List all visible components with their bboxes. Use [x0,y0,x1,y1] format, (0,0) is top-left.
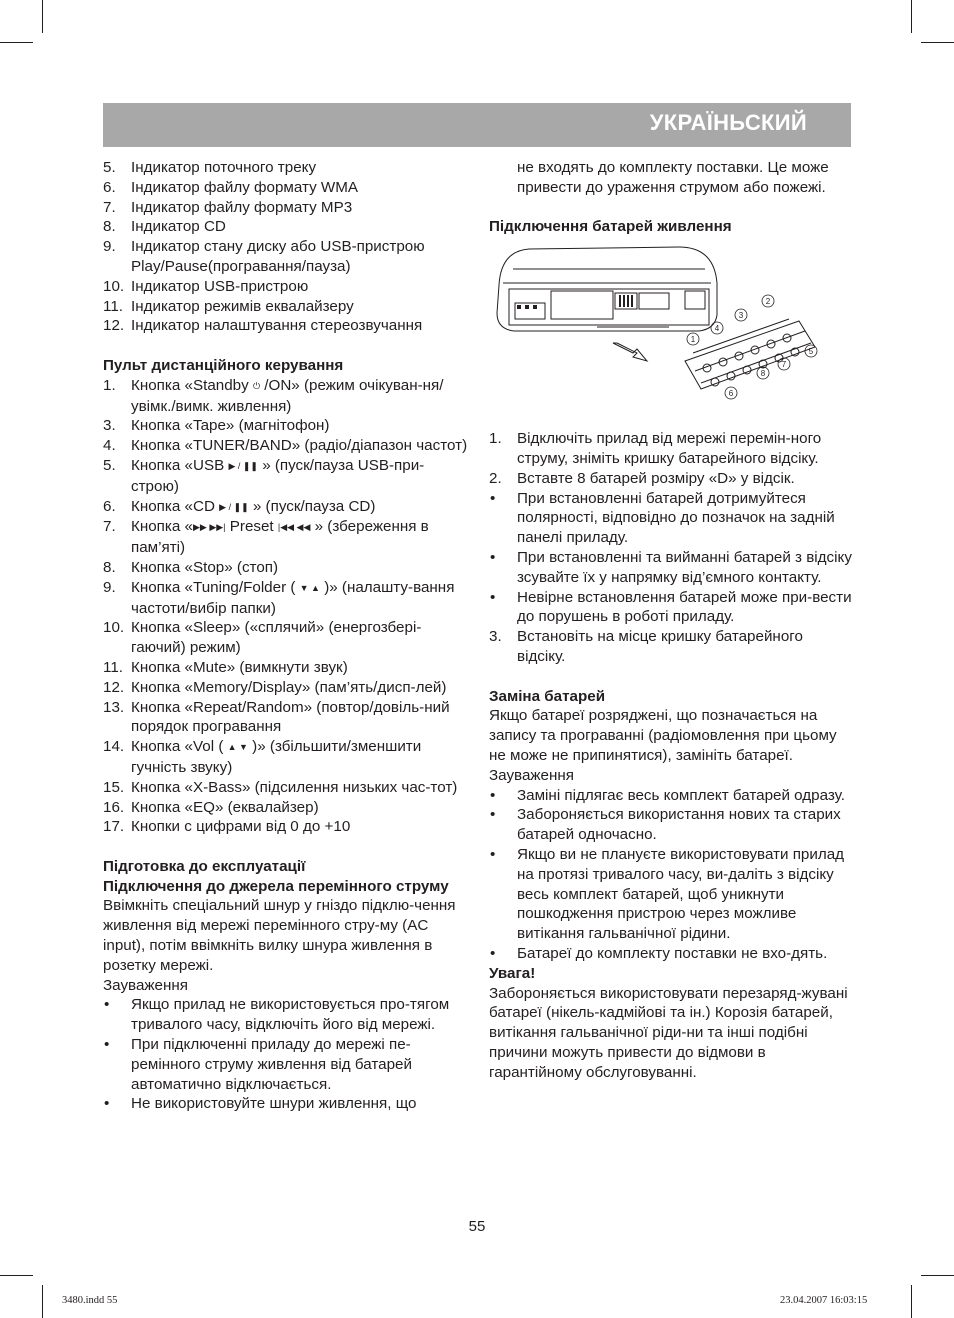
footer-file: 3480.indd 55 [62,1295,118,1306]
ac-power-text: Ввімкніть спеціальний шнур у гніздо підклю-чення живлення від мережі перемінного стру-му (AC input), потім ввімкніть вилку шнура живлення в розетку мережі. [103,897,456,974]
list-item: 9. Індикатор стану диску або USB-пристрою Play/Pause(програвання/пауза) [103,238,425,275]
diagram-label: 2 [765,297,771,307]
list-item: 15. Кнопка «X-Bass» (підсилення низьких час-тот) [103,778,458,796]
left-column [103,158,471,1114]
list-item: 3. Кнопка «Tape» (магнітофон) [103,417,330,435]
play-pause-icon: ▶ / ❚❚ [228,460,258,471]
ac-power-heading: Підключення до джерела перемінного струму [103,877,449,895]
list-item: 17. Кнопки с цифрами від 0 до +10 [103,818,351,836]
bullet-item: • Якщо прилад не використовується про-тягом тривалого часу, відключіть його від мережі. [104,996,450,1034]
page-number: 55 [468,1218,486,1235]
crop-mark [42,0,43,33]
fast-forward-next-icon: ▶▶ ▶▶| [193,522,226,533]
list-item: 13. Кнопка «Repeat/Random» (повтор/довіль-ний порядок програвання [103,698,450,736]
power-icon: ⏻ [252,380,261,391]
list-item: 3. Встановіть на місце кришку батарейного відсіку. [489,628,803,665]
list-item: 6. Кнопка «CD ▶ / ❚❚ » (пуск/пауза CD) [103,497,376,515]
list-item: 7. Кнопка «▶▶ ▶▶| Preset |◀◀ ◀◀ » (збереження в пам’яті) [103,518,429,557]
up-down-arrow-icon: ▲ ▼ [227,742,248,753]
list-item: 10. Індикатор USB-пристрою [103,277,309,295]
bullet-item: • Невірне встановлення батарей може при-вести до порушень в роботі приладу. [490,588,852,626]
play-pause-icon: ▶ / ❚❚ [219,501,249,512]
list-item: 1. Відключіть прилад від мережі перемін-ного струму, зніміть кришку батарейного відсіку. [489,430,822,467]
list-item: 8. Кнопка «Stop» (стоп) [103,558,279,576]
list-item: 12. Індикатор налаштування стереозвучання [103,317,423,335]
down-up-arrow-icon: ▼ ▲ [299,582,320,593]
page-title: УКРАЇНЬСКИЙ [649,110,807,135]
list-item: 6. Індикатор файлу формату WMA [103,178,359,196]
bullet-item: • Забороняється використання нових та старих батарей одночасно. [490,806,841,844]
crop-mark [0,42,33,43]
bullet-item: • При встановленні та вийманні батарей з відсіку зсувайте їх у напрямку від’ємного контакту. [490,548,852,586]
crop-mark [921,42,954,43]
diagram-label: 3 [738,311,744,321]
list-item: 8. Індикатор CD [103,218,226,236]
battery-compartment-diagram [489,243,854,423]
warning-text: Забороняється використовувати перезаряд-жувані батареї (нікель-кадмійові та ін.) Корозія батарей, витікання гальванічної ріди-ни та інші подібні причини можуть привести до відмови в гарантійному обслуговуванні. [489,984,848,1081]
list-item: 2. Вставте 8 батарей розміру «D» у відсік. [489,469,795,487]
bullet-item: • Якщо ви не плануєте використовувати прилад на протязі тривалого часу, ви-даліть з відсіку весь комплект батарей, щоб уникнути пошкодження пристрою через можливе витікання гальванічної рідини. [490,845,845,943]
bullet-item: • При підключенні приладу до мережі пе-ремінного струму живлення від батарей автоматично відключається. [104,1036,412,1093]
diagram-label: 1 [690,335,696,345]
warning-label: Увага! [489,964,536,982]
indicator-list [103,158,471,336]
bullet-item: • Батареї до комплекту поставки не вхо-дять. [490,944,828,962]
footer-datetime: 23.04.2007 16:03:15 [780,1295,868,1306]
note-label: Зауваження [489,766,574,784]
list-item: 16. Кнопка «EQ» (еквалайзер) [103,798,319,816]
note-label: Зауваження [103,976,188,994]
list-item: 4. Кнопка «TUNER/BAND» (радіо/діапазон частот) [103,437,468,455]
replace-text: Якщо батареї розряджені, що позначається на запису та програванні (радіомовлення при цьому не може не припинятися), замініть батареї. [489,707,837,764]
bullet-item: • Не використовуйте шнури живлення, що [104,1095,417,1113]
bullet-item: • При встановленні батарей дотримуйтеся полярності, відповідно до позначок на задній панелі приладу. [490,489,835,547]
list-item: 11. Кнопка «Mute» (вимкнути звук) [103,658,348,676]
list-item: 5. Кнопка «USB ▶ / ❚❚ » (пуск/пауза USB-при-строю) [103,456,425,495]
boombox-rear-illustration [489,243,829,423]
diagram-label: 4 [714,324,720,334]
crop-mark [911,1285,912,1318]
list-item: 5. Індикатор поточного треку [103,159,317,176]
list-item: 7. Індикатор файлу формату MP3 [103,198,353,216]
list-item: 12. Кнопка «Memory/Display» (пам’ять/дисп-лей) [103,678,447,696]
crop-mark [911,0,912,33]
list-item: 14. Кнопка «Vol ( ▲ ▼ )» (збільшити/зменшити гучність звуку) [103,738,422,776]
diagram-label: 8 [760,369,766,379]
bullet-continuation: не входять до комплекту поставки. Це може привести до ураження струмом або пожежі. [517,159,829,196]
crop-mark [921,1275,954,1276]
replace-heading: Заміна батарей [489,687,606,705]
bullet-item: • Заміні підлягає весь комплект батарей одразу. [490,786,845,804]
list-item: 1. Кнопка «Standby ⏻ /ON» (режим очікуван-ня/увімк./вимк. живлення) [103,376,444,415]
battery-heading: Підключення батарей живлення [489,218,732,236]
right-column [489,158,854,1082]
diagram-label: 6 [728,389,734,399]
remote-heading: Пульт дистанційного керування [103,356,344,374]
crop-mark [42,1285,43,1318]
list-item: 10. Кнопка «Sleep» («сплячий» (енергозбері-гаючий) режим) [103,619,422,657]
diagram-label: 5 [808,347,814,357]
prep-heading: Підготовка до експлуатації [103,857,306,875]
list-item: 11. Індикатор режимів еквалайзеру [103,297,354,315]
crop-mark [0,1275,33,1276]
remote-list [103,376,471,837]
prev-rewind-icon: |◀◀ ◀◀ [277,522,311,533]
language-header-bar [103,103,851,147]
diagram-label: 7 [781,360,787,370]
list-item: 9. Кнопка «Tuning/Folder ( ▼ ▲ )» (налашту-вання частоти/вибір папки) [103,578,455,617]
